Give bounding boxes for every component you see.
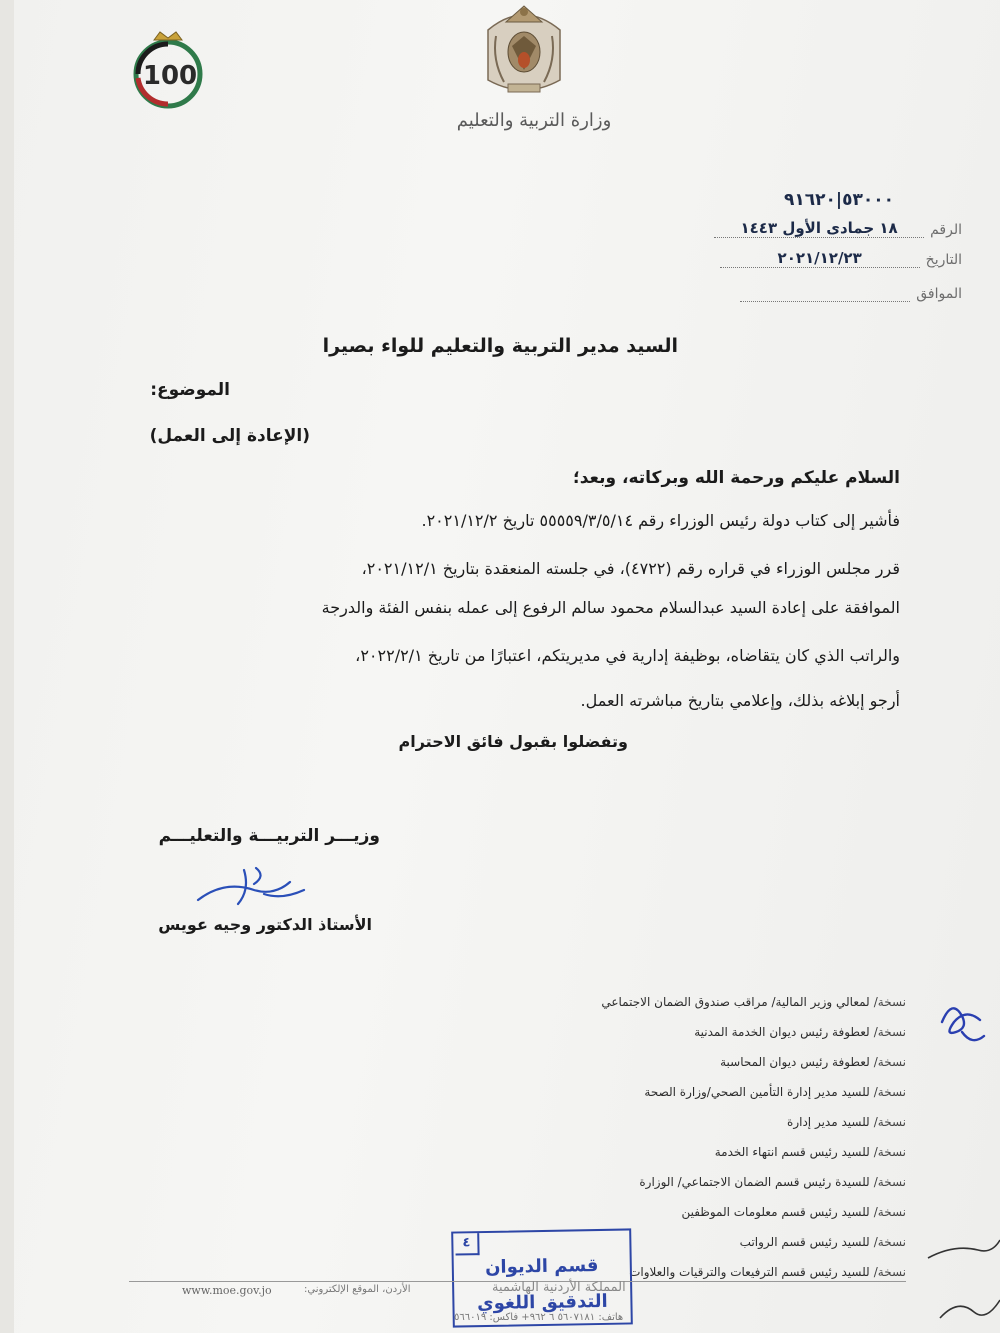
footer-phone: هاتف: ٥٦٠٧١٨١ ٦ ٩٦٢+ فاكس: ٥٦٦٠١٩ (454, 1312, 624, 1323)
copies-list (601, 995, 906, 1295)
copy-item (601, 1085, 906, 1115)
subject-label: الموضوع: (150, 380, 230, 400)
corresponding-label: الموافق (916, 286, 962, 302)
subject: (الإعادة إلى العمل) (149, 426, 310, 446)
handwritten-mark-icon (934, 1292, 1000, 1326)
copy-item (601, 1055, 906, 1085)
copy-prefix: نسخة/ (873, 1235, 906, 1249)
date-label: التاريخ (925, 252, 962, 268)
copy-item (601, 1175, 906, 1205)
body-line: قرر مجلس الوزراء في قراره رقم (٤٧٢٢)، في جلسته المنعقدة بتاريخ ٢٠٢١/١٢/١، (361, 559, 900, 578)
signature-icon (194, 860, 314, 920)
signer-name: الأستاذ الدكتور وجيه عويس (158, 915, 372, 934)
copy-prefix: نسخة/ (873, 1025, 906, 1039)
copy-recipient: للسيد رئيس قسم الترفيعات والترقيات والعلاوات (629, 1265, 870, 1279)
ref-hijri-row (714, 216, 962, 238)
copy-recipient: للسيد مدير إدارة (787, 1115, 870, 1129)
signer-title: وزيـــر التربيـــة والتعليـــم (158, 826, 380, 846)
stamp-number: ٤ (455, 1233, 479, 1255)
body-line: الموافقة على إعادة السيد عبدالسلام محمود سالم الرفوع إلى عمله بنفس الفئة والدرجة (321, 598, 900, 617)
number-label: الرقم (930, 222, 962, 238)
hijri-date: ١٨ جمادى الأول ١٤٤٣ (714, 219, 924, 238)
copy-prefix: نسخة/ (873, 1055, 906, 1069)
copy-prefix: نسخة/ (873, 1265, 906, 1279)
copy-recipient: للسيد رئيس قسم معلومات الموظفين (681, 1205, 870, 1219)
footer-kingdom: المملكة الأردنية الهاشمية (492, 1280, 626, 1295)
copy-item (601, 1025, 906, 1055)
copy-item (601, 1265, 906, 1295)
copy-recipient: للسيد رئيس قسم انتهاء الخدمة (714, 1145, 870, 1159)
copy-item (601, 1205, 906, 1235)
copy-item (601, 995, 906, 1025)
gregorian-date: ٢٠٢١/١٢/٢٣ (720, 249, 920, 268)
reference-number: ٥٣٠٠٠|٩١٦٢٠ (784, 190, 894, 210)
copy-item (601, 1235, 906, 1265)
copy-item (601, 1145, 906, 1175)
footer-address: الأردن، الموقع الإلكتروني: (304, 1284, 411, 1295)
handwritten-mark-icon (924, 1236, 1000, 1266)
body-line: والراتب الذي كان يتقاضاه، بوظيفة إدارية في مديريتكم، اعتبارًا من تاريخ ٢٠٢٢/٢/١، (355, 646, 900, 665)
greeting: السلام عليكم ورحمة الله وبركاته، وبعد؛ (572, 468, 900, 488)
copy-recipient: للسيد رئيس قسم الرواتب (739, 1235, 870, 1249)
ref-date-row (720, 246, 962, 268)
copy-recipient: لعطوفة رئيس ديوان المحاسبة (720, 1055, 870, 1069)
copy-recipient: للسيد مدير إدارة التأمين الصحي/وزارة الصحة (644, 1085, 870, 1099)
copy-recipient: لعطوفة رئيس ديوان الخدمة المدنية (694, 1025, 870, 1039)
corresponding-value (740, 283, 910, 302)
copy-recipient: للسيدة رئيس قسم الضمان الاجتماعي/ الوزارة (639, 1175, 870, 1189)
handwritten-initial-icon (932, 992, 992, 1052)
centennial-logo-icon (124, 28, 214, 114)
ref-corresponding-row (740, 280, 962, 302)
letter-page (14, 0, 1000, 1333)
ministry-header: وزارة التربية والتعليم (456, 110, 612, 131)
copy-prefix: نسخة/ (873, 1115, 906, 1129)
addressee: السيد مدير التربية والتعليم للواء بصيرا (322, 335, 678, 357)
stamp-top-text: قسم الديوان (484, 1255, 599, 1278)
copy-prefix: نسخة/ (873, 1205, 906, 1219)
royal-emblem-icon (478, 0, 570, 100)
copy-prefix: نسخة/ (873, 1085, 906, 1099)
copy-item (601, 1115, 906, 1145)
body-line: فأشير إلى كتاب دولة رئيس الوزراء رقم ٥٥٥٥٩/٣/٥/١٤ تاريخ ٢٠٢١/١٢/٢. (421, 511, 900, 530)
copy-prefix: نسخة/ (873, 995, 906, 1009)
copy-prefix: نسخة/ (873, 1145, 906, 1159)
centennial-number: 100 (142, 61, 198, 91)
closing: وتفضلوا بقبول فائق الاحترام (398, 732, 628, 751)
stamp-bottom-text: التدقيق اللغوي (476, 1290, 608, 1315)
footer-website: www.moe.gov.jo (182, 1284, 272, 1297)
copy-recipient: لمعالي وزير المالية/ مراقب صندوق الضمان الاجتماعي (601, 995, 870, 1009)
copy-prefix: نسخة/ (873, 1175, 906, 1189)
body-line: أرجو إبلاغه بذلك، وإعلامي بتاريخ مباشرته العمل. (580, 691, 900, 710)
